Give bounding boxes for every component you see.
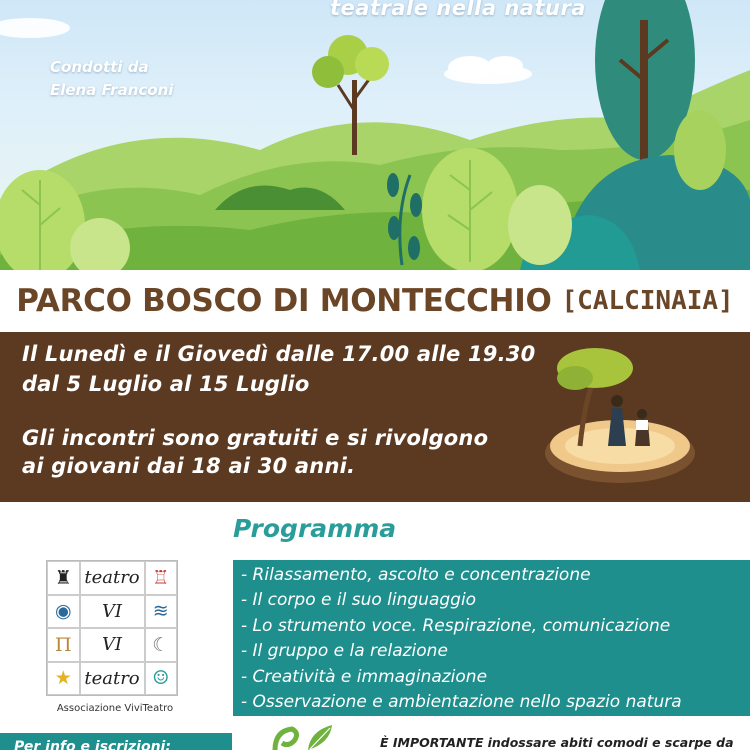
notice-rest: indossare abiti comodi e scarpe da bbox=[487, 735, 734, 750]
schedule-dates: dal 5 Luglio al 15 Luglio bbox=[22, 372, 310, 396]
waves-icon: ≋ bbox=[145, 595, 178, 629]
notice-text bbox=[380, 735, 734, 750]
leaf-icon bbox=[270, 723, 340, 750]
location-name: PARCO BOSCO DI MONTECCHIO bbox=[16, 283, 552, 319]
schedule-days: Il Lunedì e il Giovedì dalle 17.00 alle 19.30 bbox=[22, 342, 536, 366]
eligibility-line-2: ai giovani dai 18 ai 30 anni. bbox=[22, 454, 356, 478]
landscape-illustration bbox=[0, 0, 750, 270]
programma-list bbox=[233, 560, 750, 716]
star-icon: ★ bbox=[47, 662, 80, 696]
conductor-name: Elena Franconi bbox=[50, 81, 174, 99]
notice-important: È IMPORTANTE bbox=[380, 735, 484, 750]
logo-text-teatro-bottom: teatro bbox=[80, 662, 145, 696]
logo-caption: Associazione ViviTeatro bbox=[56, 703, 174, 714]
programma-item: - Il corpo e il suo linguaggio bbox=[241, 590, 477, 611]
logo-text-vi-top: VI bbox=[80, 595, 145, 629]
theatre-stage-illustration bbox=[540, 338, 700, 488]
programma-item: - Creatività e immaginazione bbox=[241, 666, 488, 687]
programma-item: - Rilassamento, ascolto e concentrazione bbox=[241, 565, 591, 585]
column-icon: Π bbox=[47, 628, 80, 662]
location-heading bbox=[0, 270, 750, 332]
programma-item: - Osservazione e ambientazione nello spazio natura bbox=[241, 692, 682, 713]
mask-icon: ☺ bbox=[145, 662, 178, 696]
logo-text-vi-bottom: VI bbox=[80, 628, 145, 662]
castle-icon: ♜ bbox=[47, 561, 80, 595]
location-town: [CALCINAIA] bbox=[561, 286, 734, 316]
eye-icon: ◉ bbox=[47, 595, 80, 629]
contact-box bbox=[0, 733, 232, 750]
curtain-icon: ♖ bbox=[145, 561, 178, 595]
moon-icon: ☾ bbox=[145, 628, 178, 662]
viviteatro-logo bbox=[46, 560, 178, 696]
programma-title: Programma bbox=[233, 514, 397, 543]
hero-subtitle: teatrale nella natura bbox=[330, 0, 586, 20]
programma-item: - Lo strumento voce. Respirazione, comunicazione bbox=[241, 615, 671, 636]
logo-text-teatro-top: teatro bbox=[80, 561, 145, 595]
eligibility-line-1: Gli incontri sono gratuiti e si rivolgono bbox=[22, 426, 489, 450]
hero-conductor bbox=[50, 56, 173, 102]
programma-item: - Il gruppo e la relazione bbox=[241, 641, 448, 662]
contact-label: Per info e iscrizioni: bbox=[14, 739, 171, 750]
hero-illustration bbox=[0, 0, 750, 270]
conductor-label: Condotti da bbox=[50, 58, 149, 76]
